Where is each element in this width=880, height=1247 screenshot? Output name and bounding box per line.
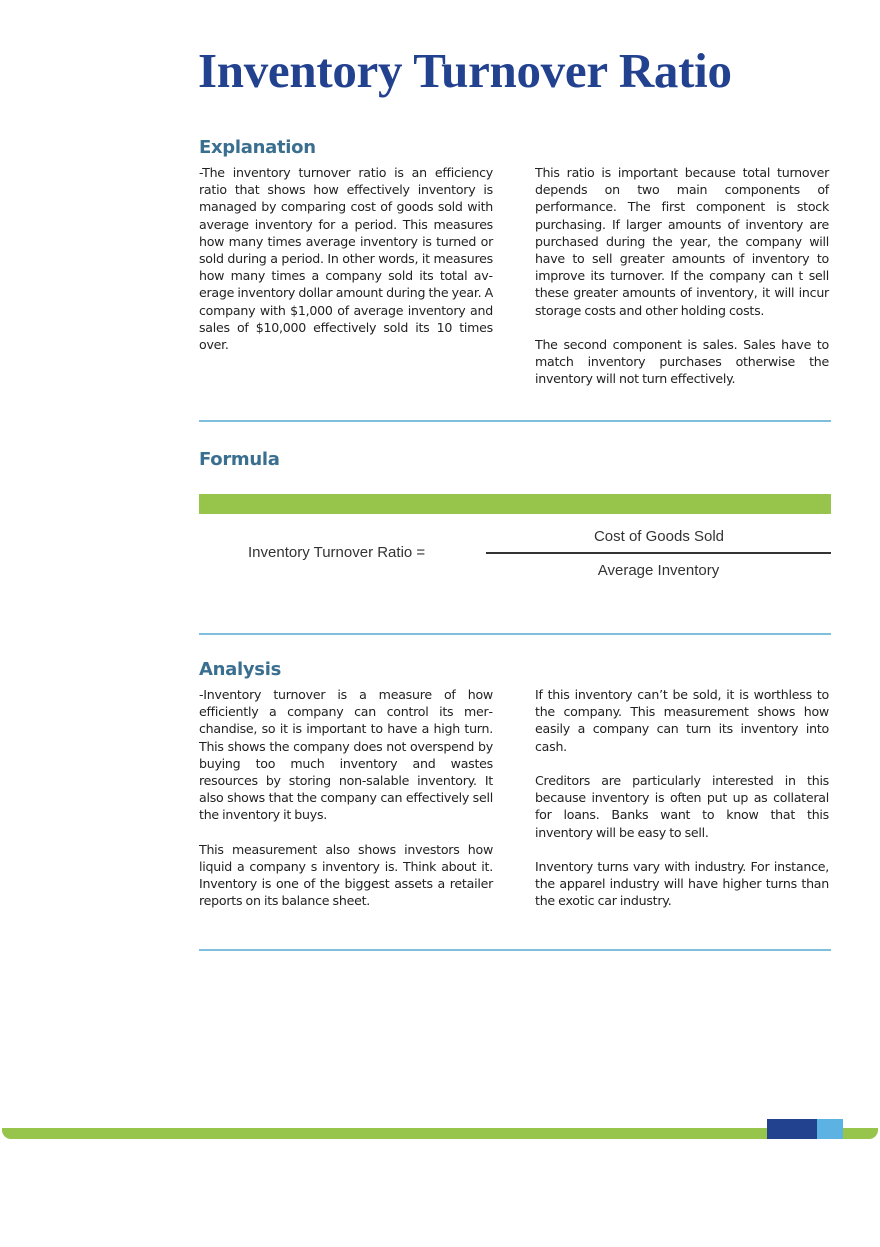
section-divider xyxy=(199,949,831,951)
formula-numerator: Cost of Goods Sold xyxy=(593,528,725,545)
explanation-left-column xyxy=(199,164,493,353)
page-title: Inventory Turnover Ratio xyxy=(198,43,732,98)
footer-green-bar xyxy=(2,1128,878,1139)
analysis-paragraph: -Inventory turnover is a measure of how efficiently a company can control its merchandise, so it is important to have a high turn. This shows the company does not overspend by buying too much inventory and wastes resources by storing non-salable inventory. It also shows that the company can effectively sell the inventory it buys. xyxy=(199,687,493,823)
analysis-left-column xyxy=(199,686,493,910)
explanation-paragraph: The second component is sales. Sales have to match inventory purchases otherwise the inventory will not turn effectively. xyxy=(535,337,829,387)
section-divider xyxy=(199,420,831,422)
analysis-paragraph: If this inventory can’t be sold, it is worthless to the company. This measurement shows how easily a company can turn its inventory into cash. xyxy=(535,687,829,754)
formula-denominator: Average Inventory xyxy=(597,562,720,579)
fraction-bar xyxy=(486,552,831,554)
footer-dark-blue-block xyxy=(767,1119,817,1139)
analysis-paragraph: Creditors are particularly interested in this because inventory is often put up as collateral for loans. Banks want to know that this inventory will be easy to sell. xyxy=(535,773,829,840)
formula-heading: Formula xyxy=(199,449,280,470)
explanation-paragraph: -The inventory turnover ratio is an efficiency ratio that shows how effectively inventory is managed by comparing cost of goods sold with average inventory for a period. This measures how many times average inventory is turned or sold during a period. In other words, it measures how many times a company sold its total average inventory dollar amount during the year. A company with $1,000 of average inventory and sales of $10,000 effectively sold its 10 times over. xyxy=(199,165,493,353)
explanation-right-column xyxy=(535,164,829,388)
explanation-heading: Explanation xyxy=(199,137,316,158)
analysis-right-column xyxy=(535,686,829,910)
formula-lhs: Inventory Turnover Ratio = xyxy=(248,544,426,561)
analysis-paragraph: This measurement also shows investors how liquid a company s inventory is. Think about it. Inventory is one of the biggest assets a retailer reports on its balance sheet. xyxy=(199,841,493,909)
formula-accent-band xyxy=(199,494,831,514)
analysis-heading: Analysis xyxy=(199,659,281,680)
section-divider xyxy=(199,633,831,635)
analysis-paragraph: Inventory turns vary with industry. For instance, the apparel industry will have higher turns than the exotic car industry. xyxy=(535,859,829,909)
explanation-paragraph: This ratio is important because total turnover depends on two main components of performance. The first component is stock purchasing. If larger amounts of inventory are purchased during the year, the company will have to sell greater amounts of inventory to improve its turnover. If the company can t sell these greater amounts of inventory, it will incur storage costs and other holding costs. xyxy=(535,165,829,318)
footer-light-blue-block xyxy=(817,1119,843,1139)
